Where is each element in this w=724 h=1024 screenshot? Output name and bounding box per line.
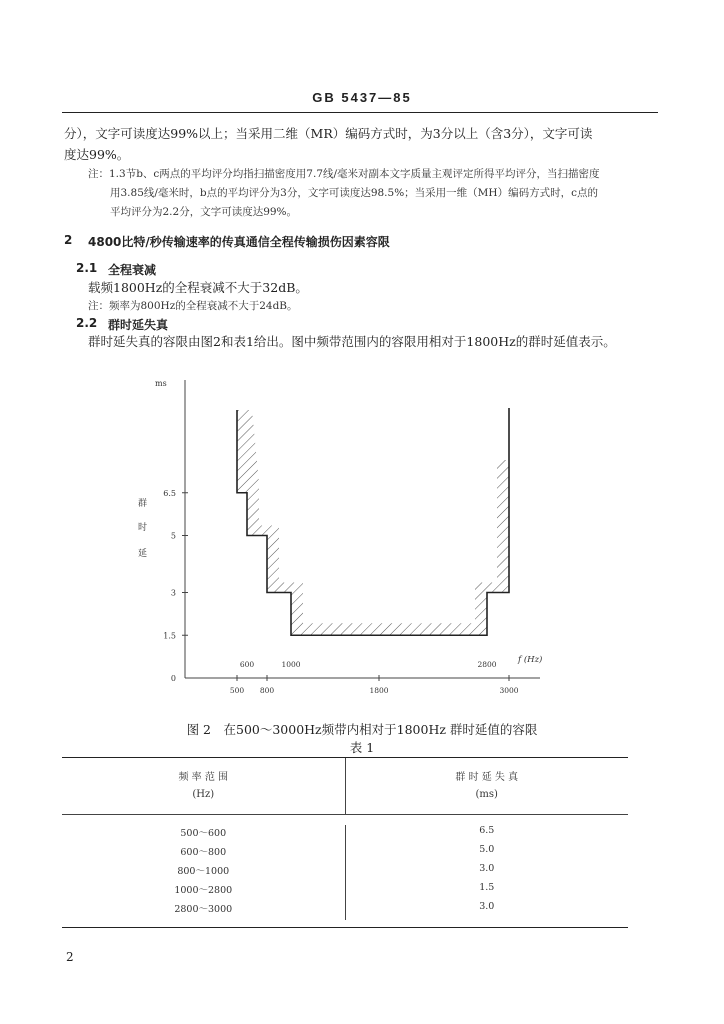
section-2-2-number: 2.2 bbox=[76, 316, 98, 330]
y-tick-label: 0 bbox=[170, 674, 176, 683]
section-2-title: 4800比特/秒传输速率的传真通信全程传输损伤因素容限 bbox=[88, 235, 390, 249]
x-tick-label: 3000 bbox=[499, 686, 519, 695]
y-tick-label: 1.5 bbox=[163, 631, 176, 641]
table-header-delay-unit: (ms) bbox=[475, 789, 498, 800]
x-axis-label: f (Hz) bbox=[518, 655, 543, 665]
page-header: GB 5437—85 bbox=[312, 90, 412, 105]
table-row bbox=[62, 882, 628, 901]
x-tick-label-upper: 2800 bbox=[477, 660, 497, 669]
group-delay-chart bbox=[120, 370, 580, 710]
table-cell-freq: 1000～2800 bbox=[62, 882, 346, 901]
table-cell-delay: 1.5 bbox=[479, 882, 495, 893]
table-row bbox=[62, 901, 628, 920]
table-cell-delay: 5.0 bbox=[479, 844, 495, 855]
table-header-delay-label: 群 时 延 失 真 bbox=[455, 772, 519, 783]
figure-caption: 图 2 在500～3000Hz频带内相对于1800Hz 群时延值的容限 bbox=[186, 722, 538, 737]
tolerance-boundary-line bbox=[237, 408, 509, 635]
table-title: 表 1 bbox=[349, 740, 375, 755]
table-row bbox=[62, 863, 628, 882]
x-tick-label: 800 bbox=[259, 686, 275, 695]
section-2-1-note: 注：频率为800Hz的全程衰减不大于24dB。 bbox=[88, 300, 298, 312]
table-row bbox=[62, 825, 628, 844]
chart-ticks bbox=[163, 489, 519, 695]
table-cell-freq: 800～1000 bbox=[62, 863, 346, 882]
table-header-freq-label: 频 率 范 围 bbox=[178, 772, 229, 783]
table-body bbox=[62, 815, 628, 927]
header-rule bbox=[62, 112, 658, 113]
tolerance-hatch-band bbox=[237, 408, 509, 635]
y-label-char-1: 群 bbox=[138, 499, 148, 509]
section-2-number: 2 bbox=[64, 233, 73, 247]
paragraph-line-2: 度达99%。 bbox=[64, 147, 130, 162]
y-tick-label: 3 bbox=[170, 588, 176, 598]
note-line-3: 平均评分为2.2分，文字可读度达99%。 bbox=[110, 206, 298, 218]
tolerance-hatch bbox=[237, 408, 509, 635]
table-cell-freq: 500～600 bbox=[62, 825, 346, 844]
note-line-1: 注：1.3节b、c两点的平均评分均指扫描密度用7.7线/毫米对副本文字质量主观评定所得平均评分，当扫描密度 bbox=[88, 168, 600, 180]
x-tick-label: 1800 bbox=[369, 686, 389, 695]
table-header-freq bbox=[62, 758, 346, 814]
section-2-2-body: 群时延失真的容限由图2和表1给出。图中频带范围内的容限用相对于1800Hz的群时延值表示。 bbox=[88, 334, 616, 349]
section-2-1-number: 2.1 bbox=[76, 261, 98, 275]
table-cell-freq: 600～800 bbox=[62, 844, 346, 863]
y-label-char-2: 时 bbox=[138, 523, 148, 533]
y-tick-label: 6.5 bbox=[163, 488, 176, 498]
x-tick-label: 500 bbox=[229, 686, 245, 695]
table-cell-freq: 2800～3000 bbox=[62, 901, 346, 920]
table-header-delay bbox=[346, 758, 629, 814]
y-unit-label: ms bbox=[155, 379, 167, 388]
x-tick-label-upper: 600 bbox=[239, 660, 255, 669]
section-2-2-title: 群时延失真 bbox=[108, 318, 169, 332]
y-tick-label: 5 bbox=[170, 531, 176, 541]
table-row bbox=[62, 844, 628, 863]
table-header-freq-unit: (Hz) bbox=[192, 789, 215, 800]
x-tick-label-upper: 1000 bbox=[281, 660, 301, 669]
table-1 bbox=[62, 757, 628, 928]
table-cell-delay: 3.0 bbox=[479, 863, 495, 874]
table-header-row bbox=[62, 758, 628, 815]
y-label-char-3: 延 bbox=[138, 549, 148, 559]
table-cell-delay: 6.5 bbox=[479, 825, 495, 836]
table-cell-delay: 3.0 bbox=[479, 901, 495, 912]
section-2-1-title: 全程衰减 bbox=[108, 263, 157, 277]
paragraph-line-1: 分），文字可读度达99%以上；当采用二维（MR）编码方式时，为3分以上（含3分），文字可读 bbox=[64, 126, 593, 141]
page-number: 2 bbox=[66, 950, 74, 964]
note-line-2: 用3.85线/毫米时，b点的平均评分为3分，文字可读度达98.5%；当采用一维（MH）编码方式时，c点的 bbox=[110, 187, 598, 199]
section-2-1-body: 载频1800Hz的全程衰减不大于32dB。 bbox=[88, 280, 308, 295]
